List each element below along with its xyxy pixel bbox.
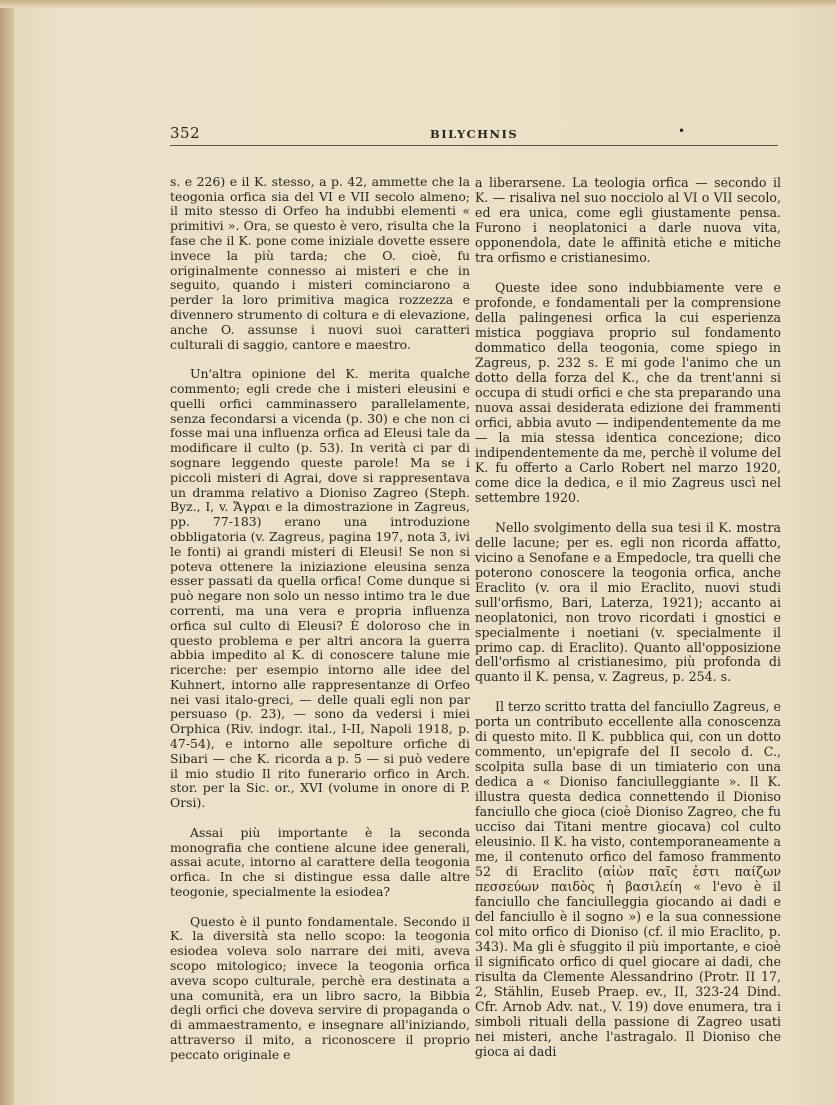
paragraph: a liberarsene. La teologia orfica — secondo il K. — risaliva nel suo nocciolo al VI o VII secolo, ed era unica, come egli giustamente pensa. Furono i neoplatonici a darle nuova vita, opponendola, date le affinità etiche e mitiche tra orfismo e cristianesimo. — [475, 174, 781, 265]
paragraph: Un'altra opinione del K. merita qualche commento; egli crede che i misteri eleusini e quelli orfici camminassero parallelamente, senza fecondarsi a vicenda (p. 30) e che non ci fosse mai una influenza orfica ad Eleusi tale da modificare il culto (p. 53). In verità ci par di sognare leggendo queste parole! Ma se i piccoli misteri di Agrai, dove si rappresentava un dramma relativo a Dioniso Zagreo (Steph. Byz., I, v. Ἄγραι e la dimostrazione in Zagreus, pp. 77-183) erano una introduzione obbligatoria (v. Zagreus, pagina 197, nota 3, ivi le fonti) ai grandi misteri di Eleusi! Se non si poteva ottenere la iniziazione eleusina senza esser passati da quella orfica! Come dunque si può negare non solo un nesso intimo tra le due correnti, ma una vera e propria influenza orfica sul culto di Eleusi? È doloroso che in questo problema e per altri ancora la guerra abbia impedito al K. di conoscere talune mie ricerche: per esempio intorno alle idee del Kuhnert, intorno alle rappresentanze di Orfeo nei vasi italo-greci, — delle quali egli non par persuaso (p. 23), — sono da vedersi i miei Orphica (Riv. indogr. ital., I-II, Napoli 1918, p. 47-54), e intorno alle sepolture orfiche di Sibari — che K. ricorda a p. 5 — si può vedere il mio studio Il rito funerario orfico in Arch. stor. per la Sic. or., XVI (volume in onore di P. Orsi). — [170, 366, 470, 811]
paragraph: Questo è il punto fondamentale. Secondo il K. la diversità sta nello scopo: la teogonia esiodea voleva solo narrare dei miti, aveva scopo mitologico; invece la teogonia orfica aveva scopo culturale, perchè era destinata a una comunità, era un libro sacro, la Bibbia degli orfici che doveva servire di propaganda o di ammaestramento, e insegnare all'iniziando, attraverso il mito, a riconoscere il proprio peccato originale e — [170, 913, 470, 1062]
paragraph: Nello svolgimento della sua tesi il K. mostra delle lacune; per es. egli non ricorda affatto, vicino a Senofane e a Empedocle, tra quelli che poterono conoscere la teogonia orfica, anche Eraclito (v. ora il mio Eraclito, nuovi studi sull'orfismo, Bari, Laterza, 1921); accanto ai neoplatonici, non trovo ricordati i gnostici e specialmente i noetiani (v. specialmente il primo cap. di Eraclito). Quanto all'opposizione dell'orfismo al cristianesimo, più profonda di quanto il K. pensa, v. Zagreus, p. 254. s. — [475, 519, 781, 685]
paragraph: Assai più importante è la seconda monografia che contiene alcune idee generali, assai acute, intorno al carattere della teogonia orfica. In che si distingue essa dalle altre teogonie, specialmente la esiodea? — [170, 824, 470, 900]
header-rule — [170, 145, 778, 146]
right-column — [475, 160, 781, 1074]
paragraph: Il terzo scritto tratta del fanciullo Zagreus, e porta un contributo eccellente alla conoscenza di questo mito. Il K. pubblica qui, con un dotto commento, un'epigrafe del II secolo d. C., scolpita sulla base di un timiaterio con una dedica a « Dioniso fanciulleggiante ». Il K. illustra questa dedica connettendo il Dioniso fanciullo che gioca (cioè Dioniso Zagreo, che fu ucciso dai Titani mentre giocava) col culto eleusinio. Il K. ha visto, contemporaneamente a me, il contenuto orfico del famoso frammento 52 di Eraclito (αἰὼν παῖς ἐστι παίζων πεσσεύων παιδὸς ἡ βασιλείη « l'evo è il fanciullo che fanciulleggia giocando ai dadi e del fanciullo è il sogno ») e la sua connessione col mito orfico di Dioniso (cf. il mio Eraclito, p. 343). Ma gli è sfuggito il più importante, e cioè il significato orfico di quel giocare ai dadi, che risulta da Clemente Alessandrino (Protr. II 17, 2, Stählin, Euseb Praep. ev., II, 323-24 Dind. Cfr. Arnob Adv. nat., V. 19) dove enumera, tra i simboli rituali della passione di Zagreo usati nei misteri, anche l'astragalo. Il Dioniso che gioca ai dadi — [475, 699, 781, 1060]
page-header — [170, 124, 770, 146]
left-column — [170, 160, 470, 1077]
page-edge-shadow — [0, 0, 14, 1105]
paragraph: Queste idee sono indubbiamente vere e profonde, e fondamentali per la comprensione della palingenesi orfica la cui esperienza mistica poggiava proprio sul fondamento dommatico della teogonia, come spiego in Zagreus, p. 232 s. E mi gode l'animo che un dotto della forza del K., che da trent'anni si occupa di studi orfici e che sta preparando una nuova assai desiderata edizione dei frammenti orfici, abbia avuto — indipendentemente da me — la mia stessa identica concezione; dico indipendentemente da me, perchè il volume del K. fu offerto a Carlo Robert nel marzo 1920, come dice la dedica, e il mio Zagreus uscì nel settembre 1920. — [475, 279, 781, 505]
page-top-edge — [0, 0, 836, 8]
running-title: BILYCHNIS — [430, 127, 519, 141]
header-mark: • — [678, 124, 686, 138]
page-number: 352 — [170, 124, 201, 142]
paragraph: s. e 226) e il K. stesso, a p. 42, ammette che la teogonia orfica sia del VI e VII secolo almeno; il mito stesso di Orfeo ha indubbi elementi « primitivi ». Ora, se questo è vero, risulta che la fase che il K. pone come iniziale dovette essere invece la più tarda; che O. cioè, fu originalmente connesso ai misteri e che in seguito, quando i misteri cominciarono a perder la loro primitiva magica rozzezza e divennero strumento di coltura e di elevazione, anche O. assunse i nuovi suoi caratteri culturali di saggio, cantore e maestro. — [170, 173, 470, 352]
